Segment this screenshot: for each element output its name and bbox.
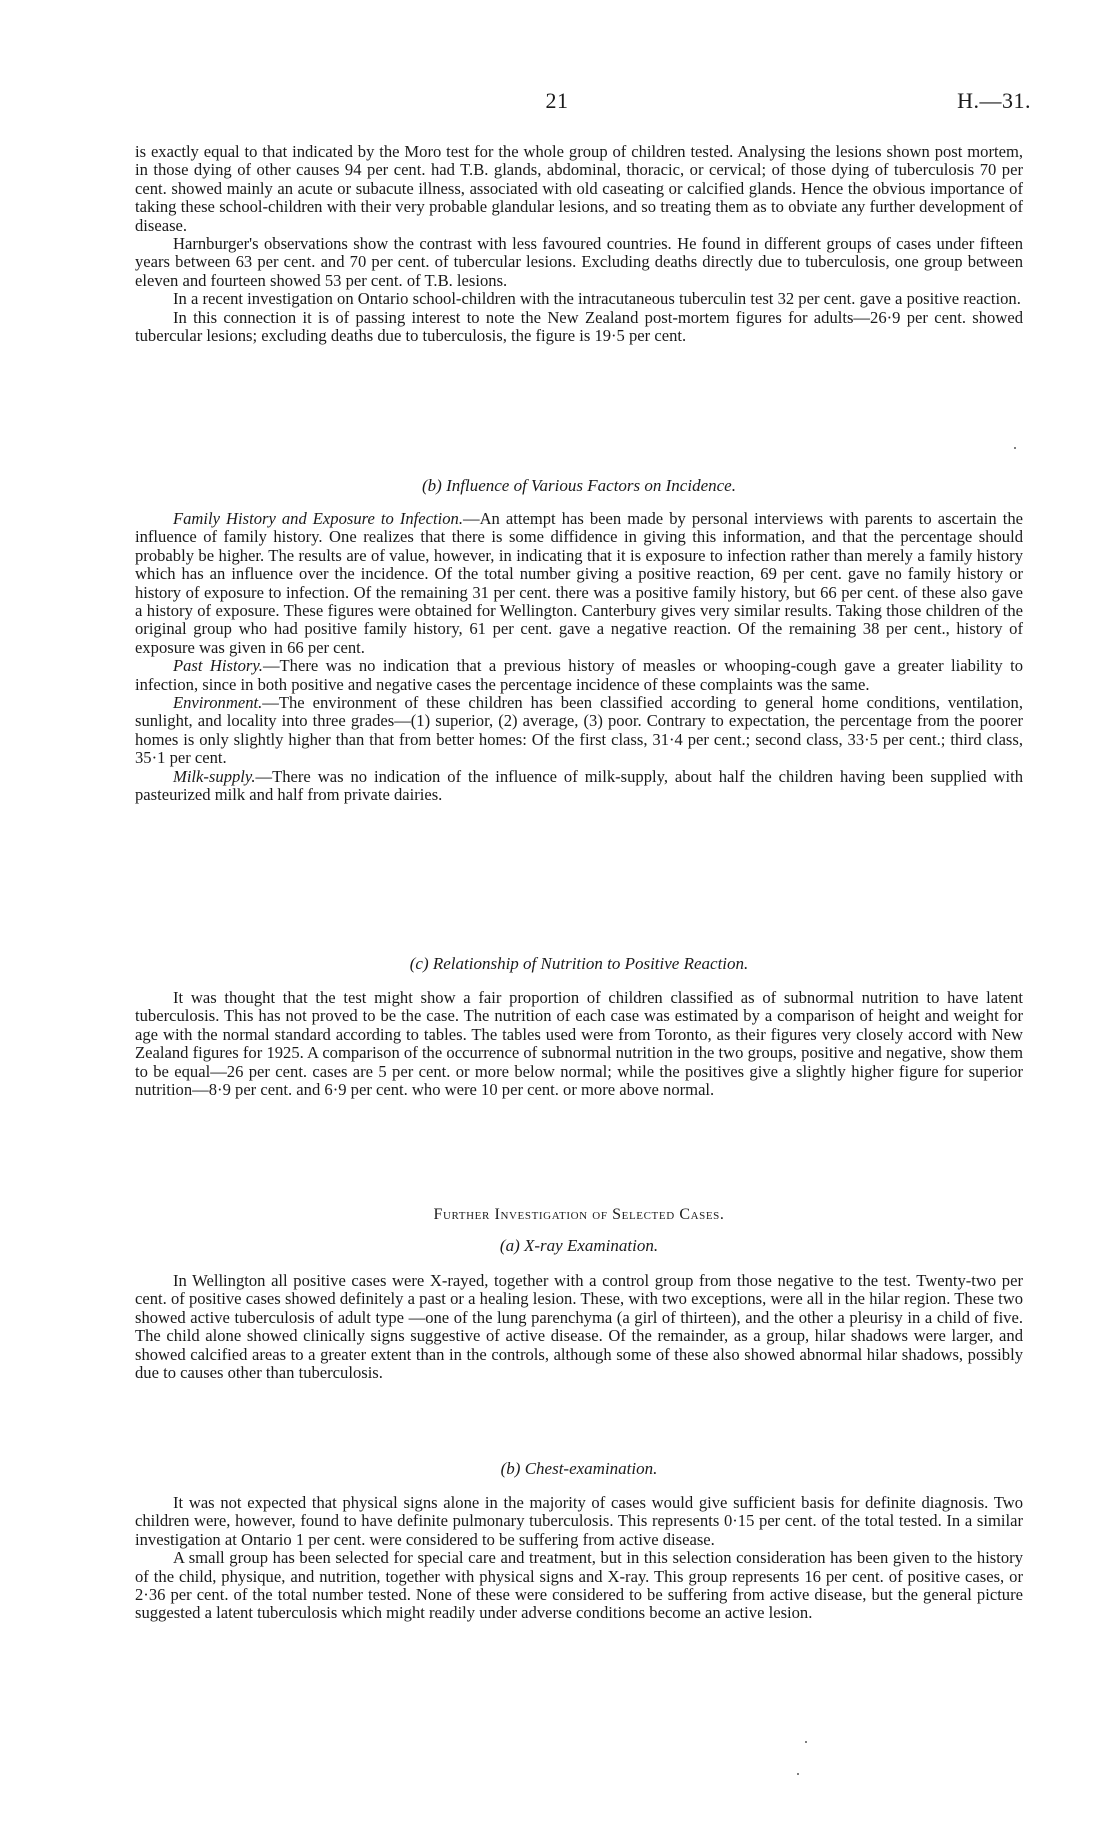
section-heading-xray: (a) X-ray Examination.: [499, 1236, 659, 1255]
paragraph-text: —The environment of these children has been classified according to general home conditions, ventilation, sunlight, and locality into three grades—(1) superior, (2) average, (3) poor. Contrary to expectation, the percentage from the poorer homes is only slightly higher than that from better homes: Of the first class, 31·4 per cent.; second class, 33·5 per cent.; third class, 35·1 per cent.: [135, 693, 1023, 768]
paragraph: In Wellington all positive cases were X-rayed, together with a control group from those negative to the test. Twenty-two per cent. of positive cases showed definitely a past or a healing lesion. These, with two exceptions, were all in the hilar region. These two showed active tuberculosis of adult type —one of the lung parenchyma (a girl of thirteen), and the other a pleurisy in a child of five. The child alone showed clinically signs suggestive of active disease. Of the remainder, as a group, hilar shadows were larger, and showed calcified areas to a greater extent than in the controls, although some of these also showed abnormal hilar shadows, possibly due to causes other than tuberculosis.: [135, 1271, 1023, 1383]
nutrition-section: [135, 989, 1023, 1099]
paragraph-text: —An attempt has been made by personal interviews with parents to ascertain the influence of family history. One realizes that there is some diffidence in giving this information, and that the percentage should probably be higher. The results are of value, however, in indicating that it is exposure to infection rather than merely a family history which has an influence over the incidence. Of the total number giving a positive reaction, 69 per cent. gave no family history or history of exposure to infection. Of the remaining 31 per cent. there was a positive family history, but 66 per cent. of these also gave a history of exposure. These figures were obtained for Wellington. Canterbury gives very similar results. Taking those children of the original group who had positive family history, 61 per cent. gave a negative reaction. Of the remaining 38 per cent., history of exposure was given in 66 per cent.: [135, 509, 1023, 657]
scan-speck: [805, 1741, 807, 1743]
paragraph-text: —There was no indication of the influence of milk-supply, about half the children having been supplied with pasteurized milk and half from private dairies.: [135, 766, 1023, 805]
page-number: 21: [545, 88, 569, 113]
paragraph: [135, 768, 1023, 805]
section-heading-chest: (b) Chest-examination.: [500, 1459, 658, 1478]
section-heading-c: (c) Relationship of Nutrition to Positive Reaction.: [409, 954, 749, 973]
paragraph: [135, 657, 1023, 694]
chest-section: [135, 1494, 1023, 1623]
paragraph: It was thought that the test might show a fair proportion of children classified as of subnormal nutrition to have latent tuberculosis. This has not proved to be the case. The nutrition of each case was estimated by a comparison of height and weight for age with the normal standard according to tables. The tables used were from Toronto, as their figures very closely accord with New Zealand figures for 1925. A comparison of the occurrence of subnormal nutrition in the two groups, positive and negative, show them to be equal—26 per cent. cases are 5 per cent. or more below normal; while the positives give a slightly higher figure for superior nutrition—8·9 per cent. and 6·9 per cent. who were 10 per cent. or more above normal.: [135, 988, 1023, 1100]
paragraph-text: —There was no indication that a previous history of measles or whooping-cough gave a greater liability to infection, since in both positive and negative cases the percentage incidence of these complaints was the same.: [135, 656, 1023, 694]
paragraph: A small group has been selected for special care and treatment, but in this selection consideration has been given to the history of the child, physique, and nutrition, together with physical signs and X-ray. This group represents 16 per cent. of positive cases, or 2·36 per cent. of the total number tested. None of these were considered to be suffering from active disease, but the general picture suggested a latent tuberculosis which might readily under adverse conditions become an active lesion.: [135, 1548, 1023, 1623]
run-in-heading: Past History.: [173, 656, 263, 676]
paragraph: is exactly equal to that indicated by the Moro test for the whole group of children tested. Analysing the lesions shown post mortem, in those dying of other causes 94 per cent. had T.B. glands, abdominal, thoracic, or cervical; of those dying of tuberculosis 70 per cent. showed mainly an acute or subacute illness, associated with old caseating or calcified glands. Hence the obvious importance of taking these school-children with their very probable glandular lesions, and so treating them as to obviate any further development of disease.: [135, 142, 1023, 235]
section-heading-b: (b) Influence of Various Factors on Incidence.: [422, 476, 736, 495]
run-in-heading: Family History and Exposure to Infection.: [173, 509, 463, 528]
page-header: [0, 88, 1114, 118]
paragraph: It was not expected that physical signs alone in the majority of cases would give sufficient basis for definite diagnosis. Two children were, however, found to have definite pulmonary tuberculosis. This represents 0·15 per cent. of the total tested. In a similar investigation at Ontario 1 per cent. were considered to be suffering from active disease.: [135, 1493, 1023, 1549]
section-heading-further: Further Investigation of Selected Cases.: [433, 1206, 725, 1223]
intro-section: [135, 143, 1023, 345]
scan-speck: [1014, 447, 1016, 449]
scan-speck: [797, 1773, 799, 1775]
influence-section: [135, 510, 1023, 805]
xray-section: [135, 1272, 1023, 1382]
run-in-heading: Milk-supply.: [173, 766, 256, 786]
paragraph: [135, 510, 1023, 657]
paragraph: [135, 694, 1023, 768]
paragraph: In a recent investigation on Ontario school-children with the intracutaneous tuberculin test 32 per cent. gave a positive reaction.: [173, 289, 1021, 309]
document-reference: H.—31.: [957, 88, 1031, 113]
paragraph: In this connection it is of passing interest to note the New Zealand post-mortem figures for adults—26·9 per cent. showed tubercular lesions; excluding deaths due to tuberculosis, the figure is 19·5 per cent.: [135, 307, 1023, 346]
run-in-heading: Environment.: [173, 693, 263, 713]
paragraph: Harnburger's observations show the contrast with less favoured countries. He found in different groups of cases under fifteen years between 63 per cent. and 70 per cent. of tubercular lesions. Excluding deaths directly due to tuberculosis, one group between eleven and fourteen showed 53 per cent. of T.B. lesions.: [135, 234, 1023, 290]
